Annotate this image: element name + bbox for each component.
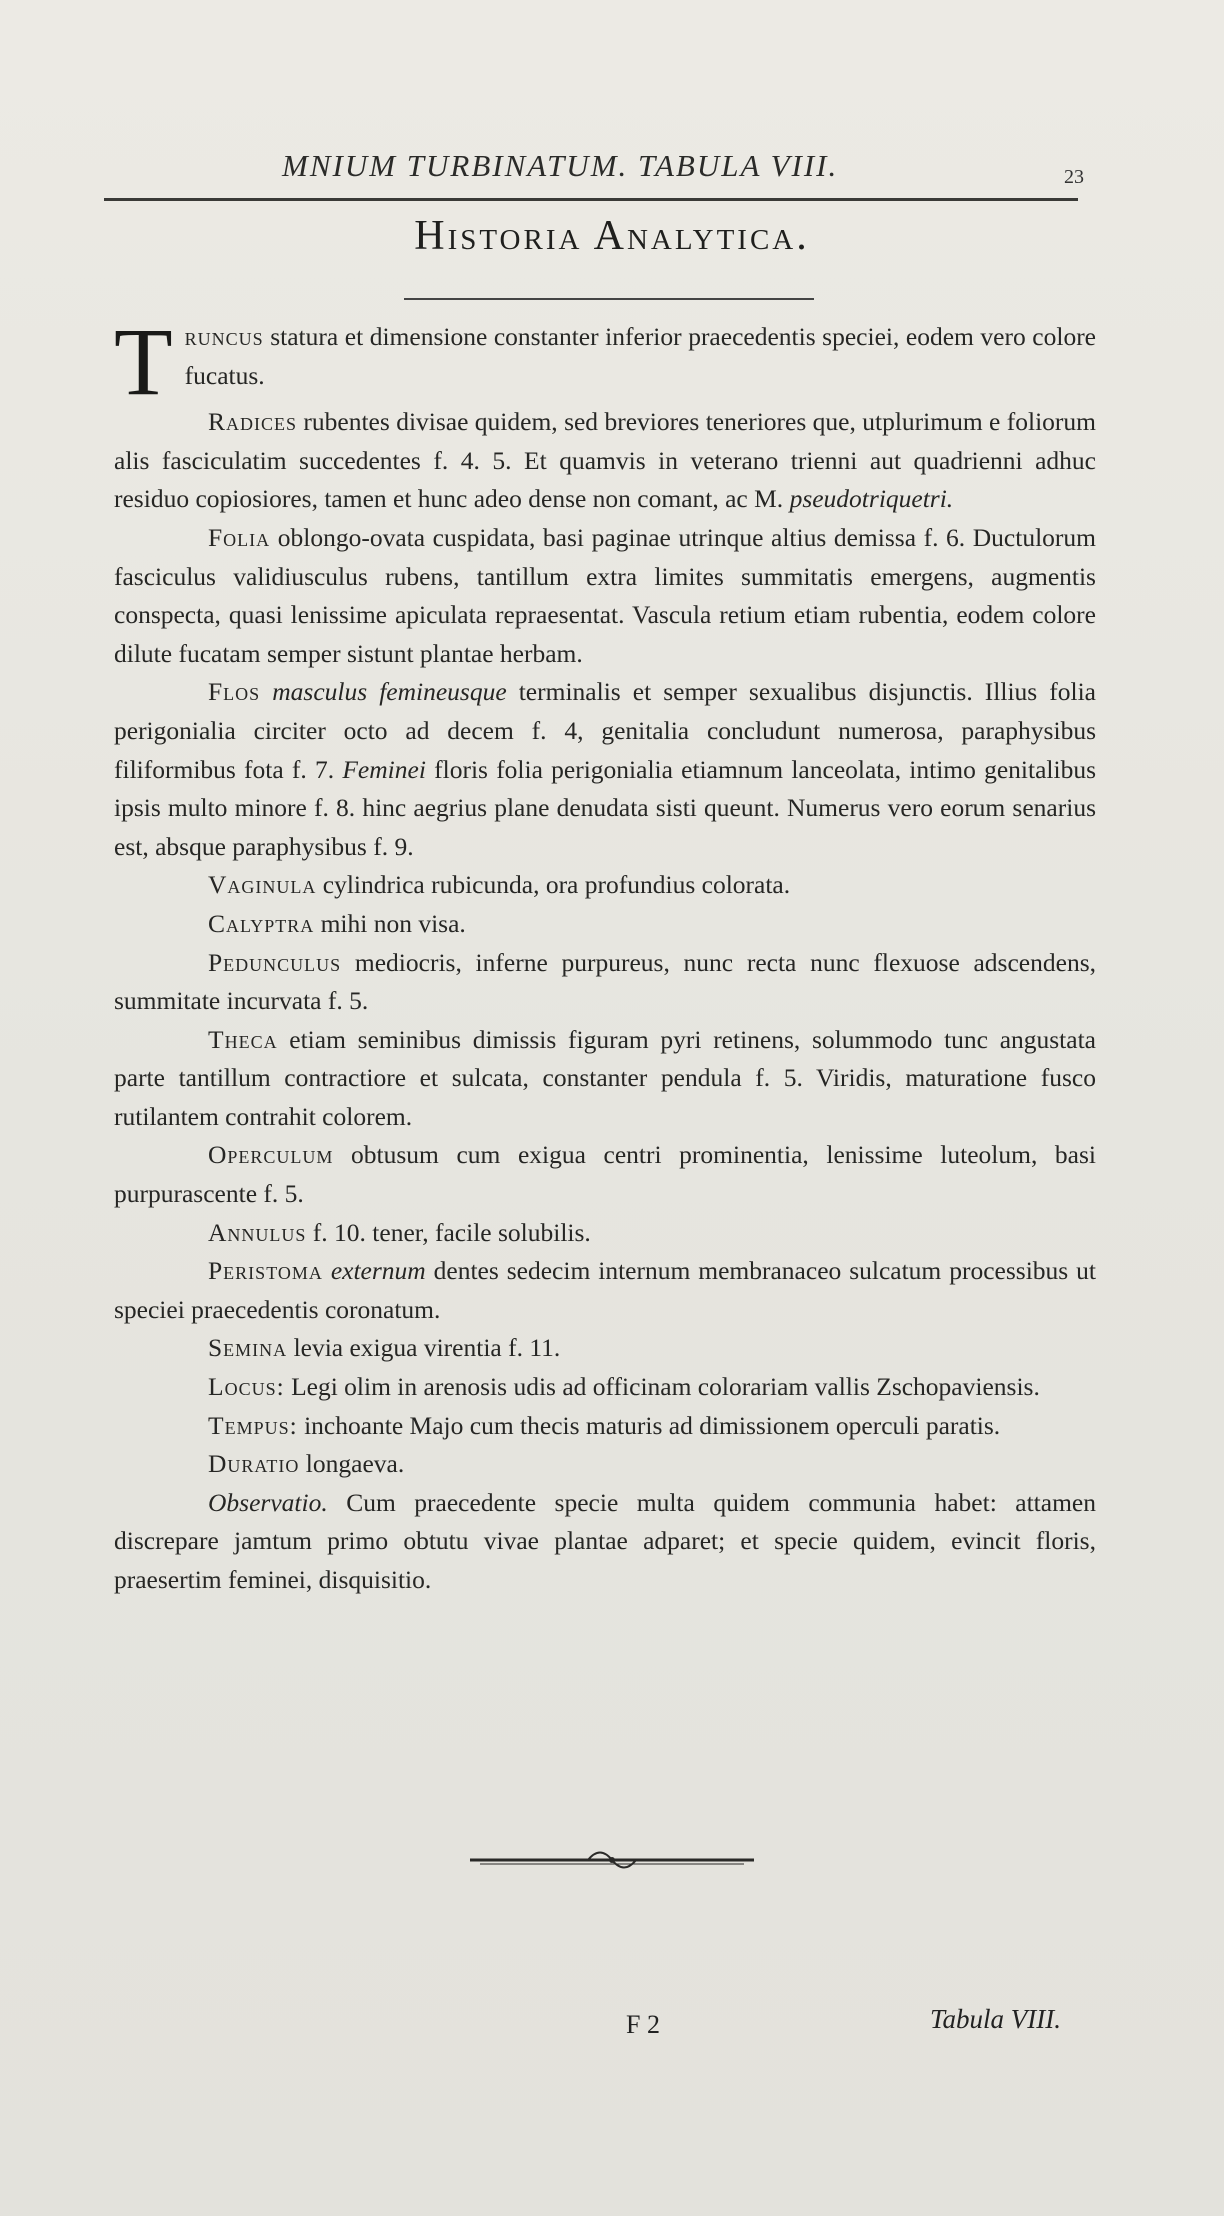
paragraph-semina [114, 1329, 1096, 1368]
italic-peristoma: externum [322, 1256, 426, 1286]
text-semina: levia exigua virentia f. 11. [287, 1333, 561, 1363]
text-vaginula: cylindrica rubicunda, ora profundius colorata. [316, 870, 791, 900]
title-rule [404, 298, 814, 300]
text-truncus: statura et dimensione constanter inferior praecedentis speciei, eodem vero colore fucatus. [184, 322, 1096, 390]
text-duratio: longaeva. [299, 1449, 405, 1479]
label-vaginula: Vaginula [208, 870, 317, 900]
label-radices: Radices [208, 407, 298, 437]
page-number: 23 [1064, 166, 1084, 188]
paragraph-theca [114, 1021, 1096, 1137]
paragraph-pedunculus [114, 944, 1096, 1021]
italic-flos-1: masculus femineusque [260, 677, 507, 707]
signature-mark: F 2 [626, 2010, 660, 2039]
italic-flos-2: Feminei [342, 754, 426, 784]
paragraph-calyptra [114, 905, 1096, 944]
species-name: pseudotriquetri. [789, 484, 954, 514]
label-folia: Folia [208, 522, 271, 552]
text-locus: Legi olim in arenosis udis ad officinam colorariam vallis Zschopaviensis. [284, 1372, 1040, 1402]
paragraph-radices [114, 403, 1096, 519]
ornament-divider [470, 1848, 754, 1872]
paragraph-duratio [114, 1445, 1096, 1484]
section-title: Historia Analytica. [414, 213, 810, 259]
text-calyptra: mihi non visa. [314, 908, 466, 938]
text-annulus: f. 10. tener, facile solubilis. [306, 1217, 591, 1247]
paragraph-operculum [114, 1136, 1096, 1213]
label-tempus: Tempus: [208, 1410, 298, 1440]
label-pedunculus: Pedunculus [208, 947, 342, 977]
label-annulus: Annulus [208, 1217, 307, 1247]
paragraph-vaginula [114, 866, 1096, 905]
label-duratio: Duratio [208, 1449, 300, 1479]
text-operculum: obtusum cum exigua centri prominentia, lenissime luteolum, basi purpurascente f. 5. [114, 1140, 1096, 1209]
label-peristoma: Peristoma [208, 1256, 323, 1286]
label-flos: Flos [208, 677, 261, 707]
catchword: Tabula VIII. [930, 2004, 1062, 2034]
text-folia: oblongo-ovata cuspidata, basi paginae utrinque altius demissa f. 6. Ductulorum fasciculus validiusculus rubens, tantillum extra limites summitatis emergens, augmentis conspecta, quasi lenissime apiculata repraesentat. Vascula retium etiam rubentia, eodem colore dilute fucatam semper sistunt plantae herbam. [114, 522, 1096, 668]
paragraph-flos [114, 673, 1096, 866]
label-theca: Theca [208, 1024, 278, 1054]
header-rule [104, 198, 1078, 201]
text-theca: etiam seminibus dimissis figuram pyri retinens, solummodo tunc angustata parte tantillum contractiore et sulcata, constanter pendula f. 5. Viridis, maturatione fusco rutilantem contrahit colorem. [114, 1024, 1096, 1131]
label-semina: Semina [208, 1333, 288, 1363]
paragraph-observatio [114, 1484, 1096, 1600]
label-observatio: Observatio. [208, 1487, 328, 1517]
text-pedunculus: mediocris, inferne purpureus, nunc recta nunc flexuose adscendens, summitate incurvata f. 5. [114, 947, 1096, 1016]
label-operculum: Operculum [208, 1140, 334, 1170]
paragraph-tempus [114, 1407, 1096, 1446]
label-truncus: runcus [184, 322, 264, 351]
text-peristoma: dentes sedecim internum membranaceo sulcatum processibus ut speciei praecedentis coronatum. [114, 1256, 1096, 1324]
label-locus: Locus: [208, 1372, 285, 1402]
label-calyptra: Calyptra [208, 908, 315, 938]
paragraph-truncus [114, 308, 1096, 415]
paragraph-peristoma [114, 1252, 1096, 1329]
paragraph-locus [114, 1368, 1096, 1407]
text-tempus: inchoante Majo cum thecis maturis ad dimissionem operculi paratis. [297, 1410, 1001, 1440]
running-title: MNIUM TURBINATUM. TABULA VIII. [282, 148, 839, 183]
body-text [114, 308, 1096, 1600]
drop-cap: T [114, 308, 173, 415]
text-observatio: Cum praecedente specie multa quidem communia habet: attamen discrepare jamtum primo obtutu vivae plantae adparet; et specie quidem, evincit floris, praesertim feminei, disquisitio. [114, 1487, 1096, 1594]
paragraph-folia [114, 519, 1096, 673]
text-flos-2: floris folia perigonialia etiamnum lanceolata, intimo genitalibus ipsis multo minore f. 8. hinc aegrius plane denudata sisti queunt. Numerus vero eorum senarius est, absque paraphysibus f. 9. [114, 754, 1096, 861]
text-radices: rubentes divisae quidem, sed breviores teneriores que, utplurimum e foliorum alis fasciculatim succedentes f. 4. 5. Et quamvis in veterano trienni aut quadrienni adhuc residuo copiosiores, tamen et hunc adeo dense non comant, ac M. [114, 407, 1096, 514]
paragraph-annulus [114, 1214, 1096, 1253]
text-flos-1: terminalis et semper sexualibus disjunctis. Illius folia perigonialia circiter octo ad decem f. 4, genitalia concludunt numerosa, paraphysibus filiformibus fota f. 7. [114, 677, 1096, 784]
